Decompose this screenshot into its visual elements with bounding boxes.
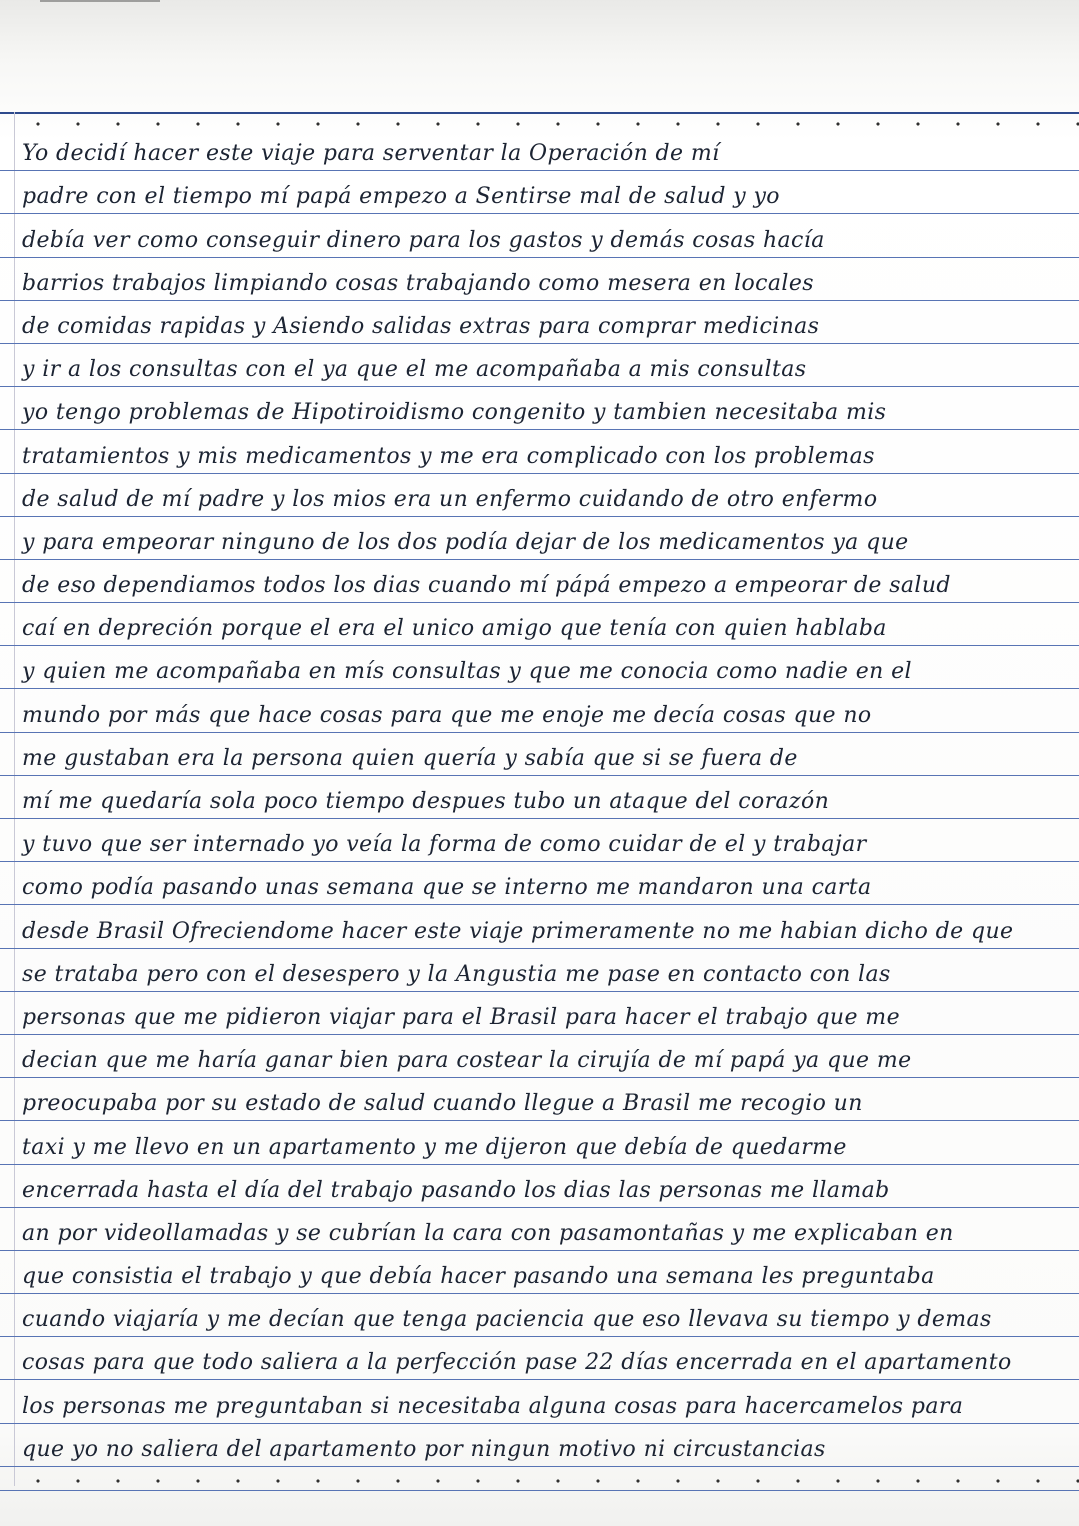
handwritten-line: y ir a los consultas con el ya que el me acompañaba a mis consultas [22, 357, 807, 383]
handwritten-line: se trataba pero con el desespero y la Angustia me pase en contacto con las [22, 961, 891, 987]
handwritten-line: de comidas rapidas y Asiendo salidas extras para comprar medicinas [22, 313, 820, 339]
header-rule [0, 112, 1079, 114]
handwritten-line: mí me quedaría sola poco tiempo despues tubo un ataque del corazón [22, 789, 830, 814]
ruled-line [0, 1251, 1079, 1294]
handwritten-line: mundo por más que hace cosas para que me enoje me decía cosas que no [22, 702, 872, 728]
ruled-line [0, 776, 1079, 819]
ruled-line [0, 1165, 1079, 1208]
ruled-line [0, 517, 1079, 560]
ruled-line [0, 430, 1079, 473]
ruled-line [0, 949, 1079, 992]
page-header-area [0, 0, 1079, 110]
handwritten-line: me gustaban era la persona quien quería y sabía que si se fuera de [22, 745, 798, 771]
handwritten-line: y tuvo que ser internado yo veía la forma de como cuidar de el y trabajar [22, 832, 867, 858]
handwritten-line: y para empeorar ninguno de los dos podía dejar de los medicamentos ya que [22, 529, 909, 555]
ruled-line [0, 1035, 1079, 1078]
footer-rule [0, 1490, 1079, 1491]
handwritten-line: cuando viajaría y me decían que tenga paciencia que eso llevava su tiempo y demas [22, 1307, 992, 1333]
ruled-line [0, 905, 1079, 948]
ruled-line [0, 171, 1079, 214]
handwritten-line: de salud de mí padre y los mios era un enfermo cuidando de otro enfermo [22, 486, 878, 512]
ruled-line [0, 1424, 1079, 1467]
handwritten-line: caí en depreción porque el era el unico amigo que tenía con quien hablaba [22, 616, 887, 642]
ruled-line [0, 1208, 1079, 1251]
handwritten-line: como podía pasando unas semana que se interno me mandaron una carta [22, 875, 872, 901]
ruled-line [0, 258, 1079, 301]
handwritten-line: decian que me haría ganar bien para costear la cirujía de mí papá ya que me [22, 1048, 912, 1074]
ruled-line [0, 1294, 1079, 1337]
ruled-line [0, 474, 1079, 517]
ruled-line [0, 301, 1079, 344]
handwritten-line: an por videollamadas y se cubrían la cara con pasamontañas y me explicaban en [22, 1220, 954, 1246]
handwritten-line: tratamientos y mis medicamentos y me era complicado con los problemas [22, 443, 875, 469]
ruled-line [0, 1380, 1079, 1423]
handwritten-line: los personas me preguntaban si necesitaba alguna cosas para hacercamelos para [22, 1393, 964, 1419]
ruled-line [0, 560, 1079, 603]
handwritten-text-body [0, 128, 1079, 1467]
ruled-line [0, 646, 1079, 689]
ruled-line [0, 603, 1079, 646]
ruled-line [0, 992, 1079, 1035]
ruled-line [0, 387, 1079, 430]
ruled-line [0, 733, 1079, 776]
handwritten-line: que consistia el trabajo y que debía hacer pasando una semana les preguntaba [22, 1264, 935, 1290]
handwritten-line: y quien me acompañaba en mís consultas y que me conocia como nadie en el [22, 659, 912, 685]
top-dot-row [0, 121, 1079, 127]
ruled-line [0, 1337, 1079, 1380]
handwritten-line: encerrada hasta el día del trabajo pasando los dias las personas me llamab [22, 1177, 890, 1203]
handwritten-line: yo tengo problemas de Hipotiroidismo congenito y tambien necesitaba mis [22, 400, 887, 426]
handwritten-line: debía ver como conseguir dinero para los gastos y demás cosas hacía [22, 227, 825, 253]
ruled-line [0, 862, 1079, 905]
handwritten-line: preocupaba por su estado de salud cuando llegue a Brasil me recogio un [22, 1091, 863, 1117]
handwritten-line: desde Brasil Ofreciendome hacer este viaje primeramente no me habian dicho de que [22, 918, 1014, 944]
handwritten-line: de eso dependiamos todos los dias cuando mí pápá empezo a empeorar de salud [22, 573, 951, 599]
handwritten-line: taxi y me llevo en un apartamento y me dijeron que debía de quedarme [22, 1134, 847, 1160]
handwritten-line: personas que me pidieron viajar para el Brasil para hacer el trabajo que me [22, 1004, 900, 1030]
ruled-line [0, 819, 1079, 862]
ruled-line [0, 214, 1079, 257]
ruled-line [0, 344, 1079, 387]
handwritten-line: barrios trabajos limpiando cosas trabajando como mesera en locales [22, 270, 814, 296]
ruled-line [0, 128, 1079, 171]
ruled-line [0, 1121, 1079, 1164]
torn-edge-mark [40, 0, 160, 2]
handwritten-line: que yo no saliera del apartamento por ningun motivo ni circustancias [22, 1436, 826, 1462]
handwritten-line: cosas para que todo saliera a la perfección pase 22 días encerrada en el apartamento [22, 1350, 1012, 1376]
handwritten-line: padre con el tiempo mí papá empezo a Sentirse mal de salud y yo [22, 184, 780, 210]
bottom-dot-row [0, 1478, 1079, 1484]
ruled-line [0, 1078, 1079, 1121]
ruled-line [0, 689, 1079, 732]
handwritten-line: Yo decidí hacer este viaje para serventar la Operación de mí [22, 141, 720, 167]
